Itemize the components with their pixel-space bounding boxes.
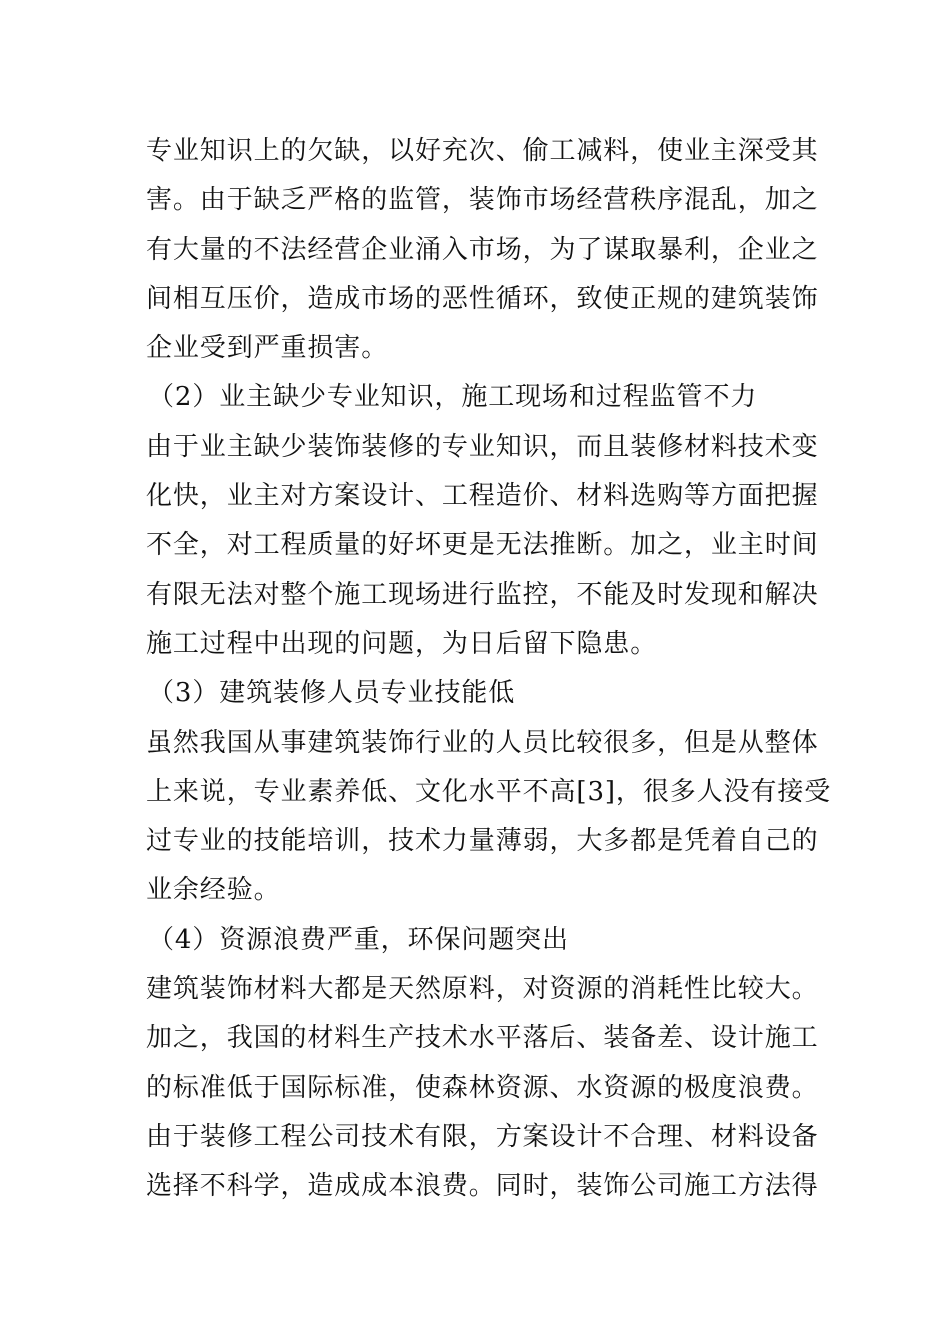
text-line: 上来说，专业素养低、文化水平不高[3]，很多人没有接受	[146, 776, 832, 807]
text-line: 选择不科学，造成成本浪费。同时，装饰公司施工方法得	[146, 1171, 819, 1202]
text-line: 化快，业主对方案设计、工程造价、材料选购等方面把握	[146, 481, 819, 512]
text-line: 加之，我国的材料生产技术水平落后、装备差、设计施工	[146, 1023, 819, 1054]
text-line: 专业知识上的欠缺，以好充次、偷工减料，使业主深受其	[146, 136, 819, 166]
text-line: 业余经验。	[146, 875, 281, 906]
text-line: 企业受到严重损害。	[146, 333, 389, 364]
section-heading-3: （3）建筑装修人员专业技能低	[148, 678, 516, 709]
text-line: 间相互压价，造成市场的恶性循环，致使正规的建筑装饰	[146, 283, 819, 314]
text-line: 建筑装饰材料大都是天然原料，对资源的消耗性比较大。	[146, 974, 819, 1005]
section-heading-4: （4）资源浪费严重，环保问题突出	[148, 924, 569, 955]
text-line: 虽然我国从事建筑装饰行业的人员比较很多，但是从整体	[146, 727, 819, 758]
text-line: 有大量的不法经营企业涌入市场，为了谋取暴利，企业之	[146, 234, 819, 265]
text-line: 施工过程中出现的问题，为日后留下隐患。	[146, 628, 658, 659]
section-heading-2: （2）业主缺少专业知识，施工现场和过程监管不力	[148, 382, 758, 413]
text-line: 的标准低于国际标准，使森林资源、水资源的极度浪费。	[146, 1072, 819, 1103]
text-line: 不全，对工程质量的好坏更是无法推断。加之，业主时间	[146, 530, 819, 561]
text-line: 有限无法对整个施工现场进行监控，不能及时发现和解决	[146, 579, 819, 610]
text-line: 过专业的技能培训，技术力量薄弱，大多都是凭着自己的	[146, 826, 819, 857]
body-text	[146, 127, 832, 1212]
text-line: 由于业主缺少装饰装修的专业知识，而且装修材料技术变	[146, 431, 819, 462]
text-line: 由于装修工程公司技术有限，方案设计不合理、材料设备	[146, 1121, 819, 1152]
text-line: 害。由于缺乏严格的监管，装饰市场经营秩序混乱，加之	[146, 185, 819, 216]
